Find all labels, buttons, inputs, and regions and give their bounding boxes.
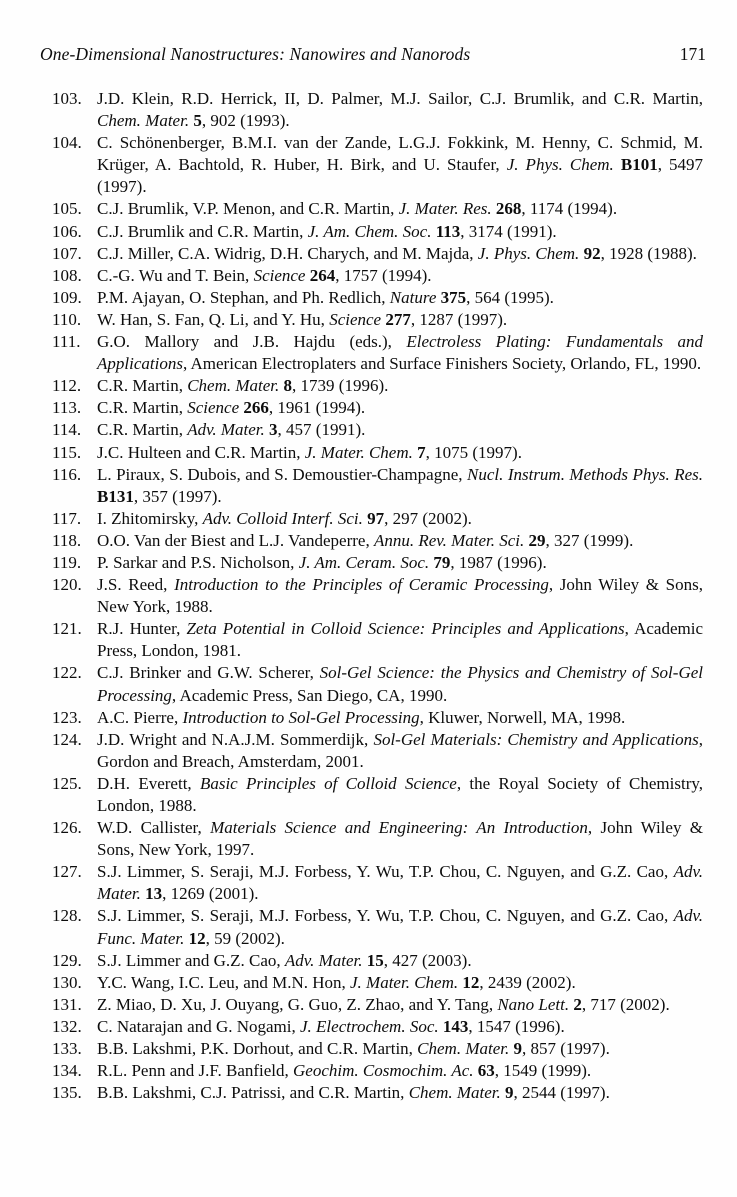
text-segment: 92	[583, 243, 601, 263]
text-segment: L. Piraux, S. Dubois, and S. Demoustier-Champagne,	[97, 464, 467, 484]
text-segment: , John Wiley & Sons, New York, 1988.	[97, 575, 703, 617]
reference-number: 121.	[52, 619, 82, 639]
text-segment: C. Schönenberger, B.M.I. van der Zande, L.G.J. Fokkink, M. Henny, C. Schmid, M. Krüger, A. Bachtold, R. Huber, H. Birk, and U. Staufer,	[97, 133, 703, 175]
reference-number: 108.	[52, 265, 82, 285]
text-segment: , 1987 (1996).	[450, 552, 547, 572]
reference-number: 117.	[52, 508, 82, 528]
text-segment: , Academic Press, San Diego, CA, 1990.	[171, 685, 448, 705]
text-segment: , 902 (1993).	[201, 111, 290, 131]
reference-item	[52, 1016, 703, 1038]
reference-number: 103.	[52, 89, 82, 108]
text-segment: , 5497 (1997).	[97, 155, 703, 197]
text-segment: 375	[440, 287, 467, 307]
reference-text	[97, 973, 576, 992]
text-segment: , 1174 (1994).	[521, 199, 618, 219]
reference-text	[97, 862, 703, 903]
reference-number: 127.	[52, 862, 82, 882]
text-segment: 264	[309, 265, 336, 285]
text-segment: Nucl. Instrum. Methods Phys. Res.	[466, 464, 704, 484]
text-segment: J.S. Reed,	[97, 575, 175, 595]
text-segment: B.B. Lakshmi, C.J. Patrissi, and C.R. Martin,	[97, 1083, 409, 1103]
reference-number: 119.	[52, 552, 82, 572]
reference-text	[97, 575, 703, 616]
text-segment: 13	[145, 884, 163, 904]
text-segment: Electroless Plating: Fundamentals and Applications	[97, 332, 703, 374]
reference-item	[52, 508, 703, 530]
reference-text	[97, 465, 703, 506]
reference-number: 114.	[52, 420, 82, 440]
text-segment: S.J. Limmer, S. Seraji, M.J. Forbess, Y. Wu, T.P. Chou, C. Nguyen, and G.Z. Cao,	[97, 906, 674, 926]
reference-text	[97, 266, 432, 285]
text-segment: 63	[477, 1061, 495, 1081]
text-segment: I. Zhitomirsky,	[97, 508, 203, 528]
text-segment: C.R. Martin,	[97, 376, 188, 396]
reference-number: 128.	[52, 906, 82, 926]
text-segment: Basic Principles of Colloid Science	[199, 773, 457, 793]
text-segment: B101	[620, 155, 658, 175]
text-segment: Chem. Mater.	[97, 111, 190, 131]
text-segment: Y.C. Wang, I.C. Leu, and M.N. Hon,	[97, 972, 350, 992]
reference-text	[97, 730, 703, 771]
text-segment: C.R. Martin,	[97, 398, 188, 418]
reference-text	[97, 244, 697, 263]
text-segment: 3	[269, 420, 278, 440]
reference-number: 129.	[52, 950, 82, 970]
reference-item	[52, 221, 703, 243]
reference-text	[97, 818, 703, 859]
text-segment: S.J. Limmer, S. Seraji, M.J. Forbess, Y. Wu, T.P. Chou, C. Nguyen, and G.Z. Cao,	[97, 862, 674, 882]
text-segment: J. Am. Chem. Soc.	[307, 221, 432, 241]
text-segment: 277	[385, 309, 411, 329]
reference-number: 104.	[52, 133, 82, 153]
text-segment: , 327 (1999).	[545, 530, 634, 550]
reference-number: 109.	[52, 287, 82, 307]
reference-list	[52, 88, 703, 1104]
text-segment: 12	[188, 928, 206, 948]
reference-text	[97, 995, 670, 1014]
page-header	[40, 44, 706, 64]
text-segment: 266	[243, 398, 269, 418]
reference-item	[52, 397, 703, 419]
text-segment: P.M. Ajayan, O. Stephan, and Ph. Redlich,	[97, 287, 390, 307]
text-segment: Science	[253, 265, 306, 285]
text-segment: Annu. Rev. Mater. Sci.	[373, 530, 525, 550]
reference-text	[97, 1039, 610, 1058]
text-segment: G.O. Mallory and J.B. Hajdu (eds.),	[97, 332, 407, 352]
reference-text	[97, 1061, 591, 1080]
text-segment: , 427 (2003).	[383, 950, 472, 970]
reference-item	[52, 243, 703, 265]
text-segment: 97	[367, 508, 385, 528]
reference-item	[52, 861, 703, 905]
text-segment: , Academic Press, London, 1981.	[97, 619, 703, 661]
reference-item	[52, 265, 703, 287]
text-segment: , 1739 (1996).	[292, 376, 389, 396]
text-segment: , John Wiley & Sons, New York, 1997.	[97, 818, 703, 860]
text-segment: J. Phys. Chem.	[506, 155, 614, 175]
text-segment: , 3174 (1991).	[460, 221, 557, 241]
reference-number: 131.	[52, 994, 82, 1014]
reference-number: 123.	[52, 707, 82, 727]
text-segment: 268	[495, 199, 522, 219]
reference-item	[52, 950, 703, 972]
text-segment: Chem. Mater.	[417, 1039, 510, 1059]
reference-item	[52, 817, 703, 861]
reference-text	[97, 310, 507, 329]
text-segment: O.O. Van der Biest and L.J. Vandeperre,	[97, 530, 374, 550]
text-segment: R.L. Penn and J.F. Banfield,	[97, 1061, 294, 1081]
reference-number: 122.	[52, 663, 82, 683]
reference-text	[97, 398, 365, 417]
text-segment: J.D. Wright and N.A.J.M. Sommerdijk,	[97, 729, 374, 749]
text-segment: J. Am. Ceram. Soc.	[298, 552, 430, 572]
text-segment: Adv. Colloid Interf. Sci.	[202, 508, 363, 528]
text-segment: Introduction to the Principles of Ceramic Processing	[174, 575, 549, 595]
text-segment: 29	[528, 530, 546, 550]
text-segment: Z. Miao, D. Xu, J. Ouyang, G. Guo, Z. Zhao, and Y. Tang,	[97, 994, 498, 1014]
reference-number: 110.	[52, 309, 82, 329]
reference-item	[52, 729, 703, 773]
reference-text	[97, 199, 617, 218]
running-title: One-Dimensional Nanostructures: Nanowires and Nanorods	[40, 44, 471, 64]
text-segment: , 1961 (1994).	[268, 398, 366, 418]
reference-number: 133.	[52, 1039, 82, 1059]
text-segment: , 1757 (1994).	[335, 265, 432, 285]
reference-number: 132.	[52, 1016, 82, 1036]
text-segment: 2	[573, 994, 582, 1014]
reference-text	[97, 774, 703, 815]
text-segment: , 1075 (1997).	[425, 442, 522, 462]
text-segment: J. Phys. Chem.	[477, 243, 580, 263]
text-segment: 79	[433, 552, 451, 572]
reference-item	[52, 707, 703, 729]
text-segment: 12	[462, 972, 480, 992]
text-segment: Chem. Mater.	[408, 1083, 501, 1103]
text-segment: B.B. Lakshmi, P.K. Dorhout, and C.R. Martin,	[97, 1039, 418, 1059]
reference-text	[97, 951, 472, 970]
reference-number: 115.	[52, 442, 82, 462]
text-segment: Adv. Mater.	[187, 420, 265, 440]
text-segment: , 857 (1997).	[522, 1039, 610, 1059]
reference-number: 116.	[52, 464, 82, 484]
reference-item	[52, 1038, 703, 1060]
reference-number: 135.	[52, 1083, 82, 1103]
text-segment: J.C. Hulteen and C.R. Martin,	[97, 442, 305, 462]
reference-text	[97, 332, 703, 373]
text-segment: C.-G. Wu and T. Bein,	[97, 265, 254, 285]
reference-number: 106.	[52, 221, 82, 241]
text-segment: , Kluwer, Norwell, MA, 1998.	[419, 707, 626, 727]
reference-item	[52, 419, 703, 441]
page-number: 171	[679, 44, 706, 64]
text-segment: S.J. Limmer and G.Z. Cao,	[97, 950, 285, 970]
reference-text	[97, 443, 522, 462]
reference-item	[52, 88, 703, 132]
text-segment	[614, 155, 621, 174]
reference-text	[97, 663, 703, 704]
reference-number: 130.	[52, 972, 82, 992]
reference-item	[52, 994, 703, 1016]
reference-number: 111.	[52, 332, 81, 352]
text-segment: Materials Science and Engineering: An Introduction	[210, 818, 588, 838]
reference-number: 105.	[52, 199, 82, 219]
reference-item	[52, 773, 703, 817]
reference-item	[52, 331, 703, 375]
reference-item	[52, 309, 703, 331]
text-segment: C.J. Brumlik, V.P. Menon, and C.R. Martin,	[97, 199, 399, 219]
text-segment: R.J. Hunter,	[97, 619, 187, 639]
text-segment: C.J. Brumlik and C.R. Martin,	[97, 221, 308, 241]
text-segment: W. Han, S. Fan, Q. Li, and Y. Hu,	[97, 309, 330, 329]
reference-text	[97, 1017, 565, 1036]
text-segment: Introduction to Sol-Gel Processing	[182, 707, 420, 727]
reference-item	[52, 287, 703, 309]
text-segment: 113	[435, 221, 461, 241]
text-segment: , 1549 (1999).	[494, 1061, 592, 1081]
text-segment: B131	[97, 486, 134, 506]
text-segment: 15	[366, 950, 384, 970]
reference-number: 126.	[52, 818, 82, 838]
text-segment: J. Mater. Res.	[398, 199, 492, 219]
reference-text	[97, 288, 554, 307]
reference-text	[97, 133, 703, 196]
text-segment: , 59 (2002).	[205, 928, 285, 948]
text-segment: J.D. Klein, R.D. Herrick, II, D. Palmer, M.J. Sailor, C.J. Brumlik, and C.R. Martin,	[97, 89, 703, 108]
reference-item	[52, 375, 703, 397]
text-segment: C.J. Brinker and G.W. Scherer,	[97, 663, 320, 683]
reference-item	[52, 442, 703, 464]
text-segment: Sol-Gel Science: the Physics and Chemistry of Sol-Gel Processing	[97, 663, 703, 705]
reference-item	[52, 662, 703, 706]
reference-number: 124.	[52, 729, 82, 749]
text-segment: , the Royal Society of Chemistry, London, 1988.	[97, 773, 704, 815]
reference-item	[52, 1082, 703, 1104]
text-segment: 8	[283, 376, 293, 396]
text-segment: J. Electrochem. Soc.	[300, 1016, 439, 1036]
text-segment: 9	[505, 1083, 514, 1103]
reference-number: 118.	[52, 530, 82, 550]
reference-number: 120.	[52, 575, 82, 595]
text-segment: 5	[193, 111, 202, 131]
text-segment: , 717 (2002).	[581, 994, 670, 1014]
text-segment: Adv. Mater.	[97, 862, 703, 904]
text-segment: Chem. Mater.	[187, 376, 280, 396]
text-segment: , 564 (1995).	[466, 287, 554, 307]
reference-text	[97, 619, 703, 660]
text-segment: , 1928 (1988).	[600, 243, 697, 263]
text-segment: Adv. Mater.	[284, 950, 363, 970]
text-segment: Science	[187, 398, 240, 418]
reference-number: 134.	[52, 1061, 82, 1081]
reference-text	[97, 420, 365, 439]
reference-item	[52, 1060, 703, 1082]
text-segment: , American Electroplaters and Surface Finishers Society, Orlando, FL, 1990.	[182, 354, 702, 374]
reference-item	[52, 972, 703, 994]
text-segment: J. Mater. Chem.	[350, 972, 459, 992]
text-segment: , 2544 (1997).	[513, 1083, 610, 1103]
reference-number: 107.	[52, 243, 82, 263]
reference-item	[52, 464, 703, 508]
reference-text	[97, 376, 388, 395]
text-segment: 7	[417, 442, 426, 462]
reference-text	[97, 531, 633, 550]
text-segment: , 2439 (2002).	[479, 972, 576, 992]
reference-item	[52, 618, 703, 662]
reference-number: 125.	[52, 773, 82, 793]
text-segment: Science	[329, 309, 382, 329]
reference-number: 112.	[52, 376, 82, 396]
reference-text	[97, 906, 703, 947]
text-segment: Nano Lett.	[497, 994, 570, 1014]
reference-text	[97, 1083, 610, 1102]
text-segment: D.H. Everett,	[97, 773, 200, 793]
text-segment: , 1547 (1996).	[468, 1016, 565, 1036]
text-segment: Adv. Func. Mater.	[97, 906, 703, 948]
text-segment: 9	[513, 1039, 522, 1059]
text-segment: C. Natarajan and G. Nogami,	[97, 1016, 300, 1036]
text-segment: , 457 (1991).	[277, 420, 366, 440]
reference-item	[52, 552, 703, 574]
text-segment: , Gordon and Breach, Amsterdam, 2001.	[97, 729, 703, 771]
reference-item	[52, 132, 703, 198]
reference-text	[97, 222, 557, 241]
text-segment: A.C. Pierre,	[97, 707, 183, 727]
text-segment: , 357 (1997).	[133, 486, 222, 506]
text-segment: W.D. Callister,	[97, 818, 211, 838]
text-segment: C.R. Martin,	[97, 420, 188, 440]
text-segment: J. Mater. Chem.	[304, 442, 413, 462]
reference-number: 113.	[52, 398, 82, 418]
reference-item	[52, 574, 703, 618]
text-segment: Geochim. Cosmochim. Ac.	[293, 1061, 474, 1081]
reference-item	[52, 530, 703, 552]
text-segment: Zeta Potential in Colloid Science: Principles and Applications	[186, 619, 625, 639]
reference-text	[97, 553, 547, 572]
reference-text	[97, 89, 703, 130]
text-segment: 143	[442, 1016, 469, 1036]
text-segment: , 297 (2002).	[384, 508, 472, 528]
text-segment: C.J. Miller, C.A. Widrig, D.H. Charych, and M. Majda,	[97, 243, 478, 263]
text-segment: P. Sarkar and P.S. Nicholson,	[97, 552, 299, 572]
text-segment: , 1287 (1997).	[410, 309, 508, 329]
text-segment: Sol-Gel Materials: Chemistry and Applications	[373, 729, 699, 749]
text-segment: Nature	[389, 287, 437, 307]
reference-text	[97, 509, 472, 528]
reference-item	[52, 198, 703, 220]
reference-item	[52, 905, 703, 949]
text-segment: , 1269 (2001).	[162, 884, 259, 904]
reference-text	[97, 708, 625, 727]
